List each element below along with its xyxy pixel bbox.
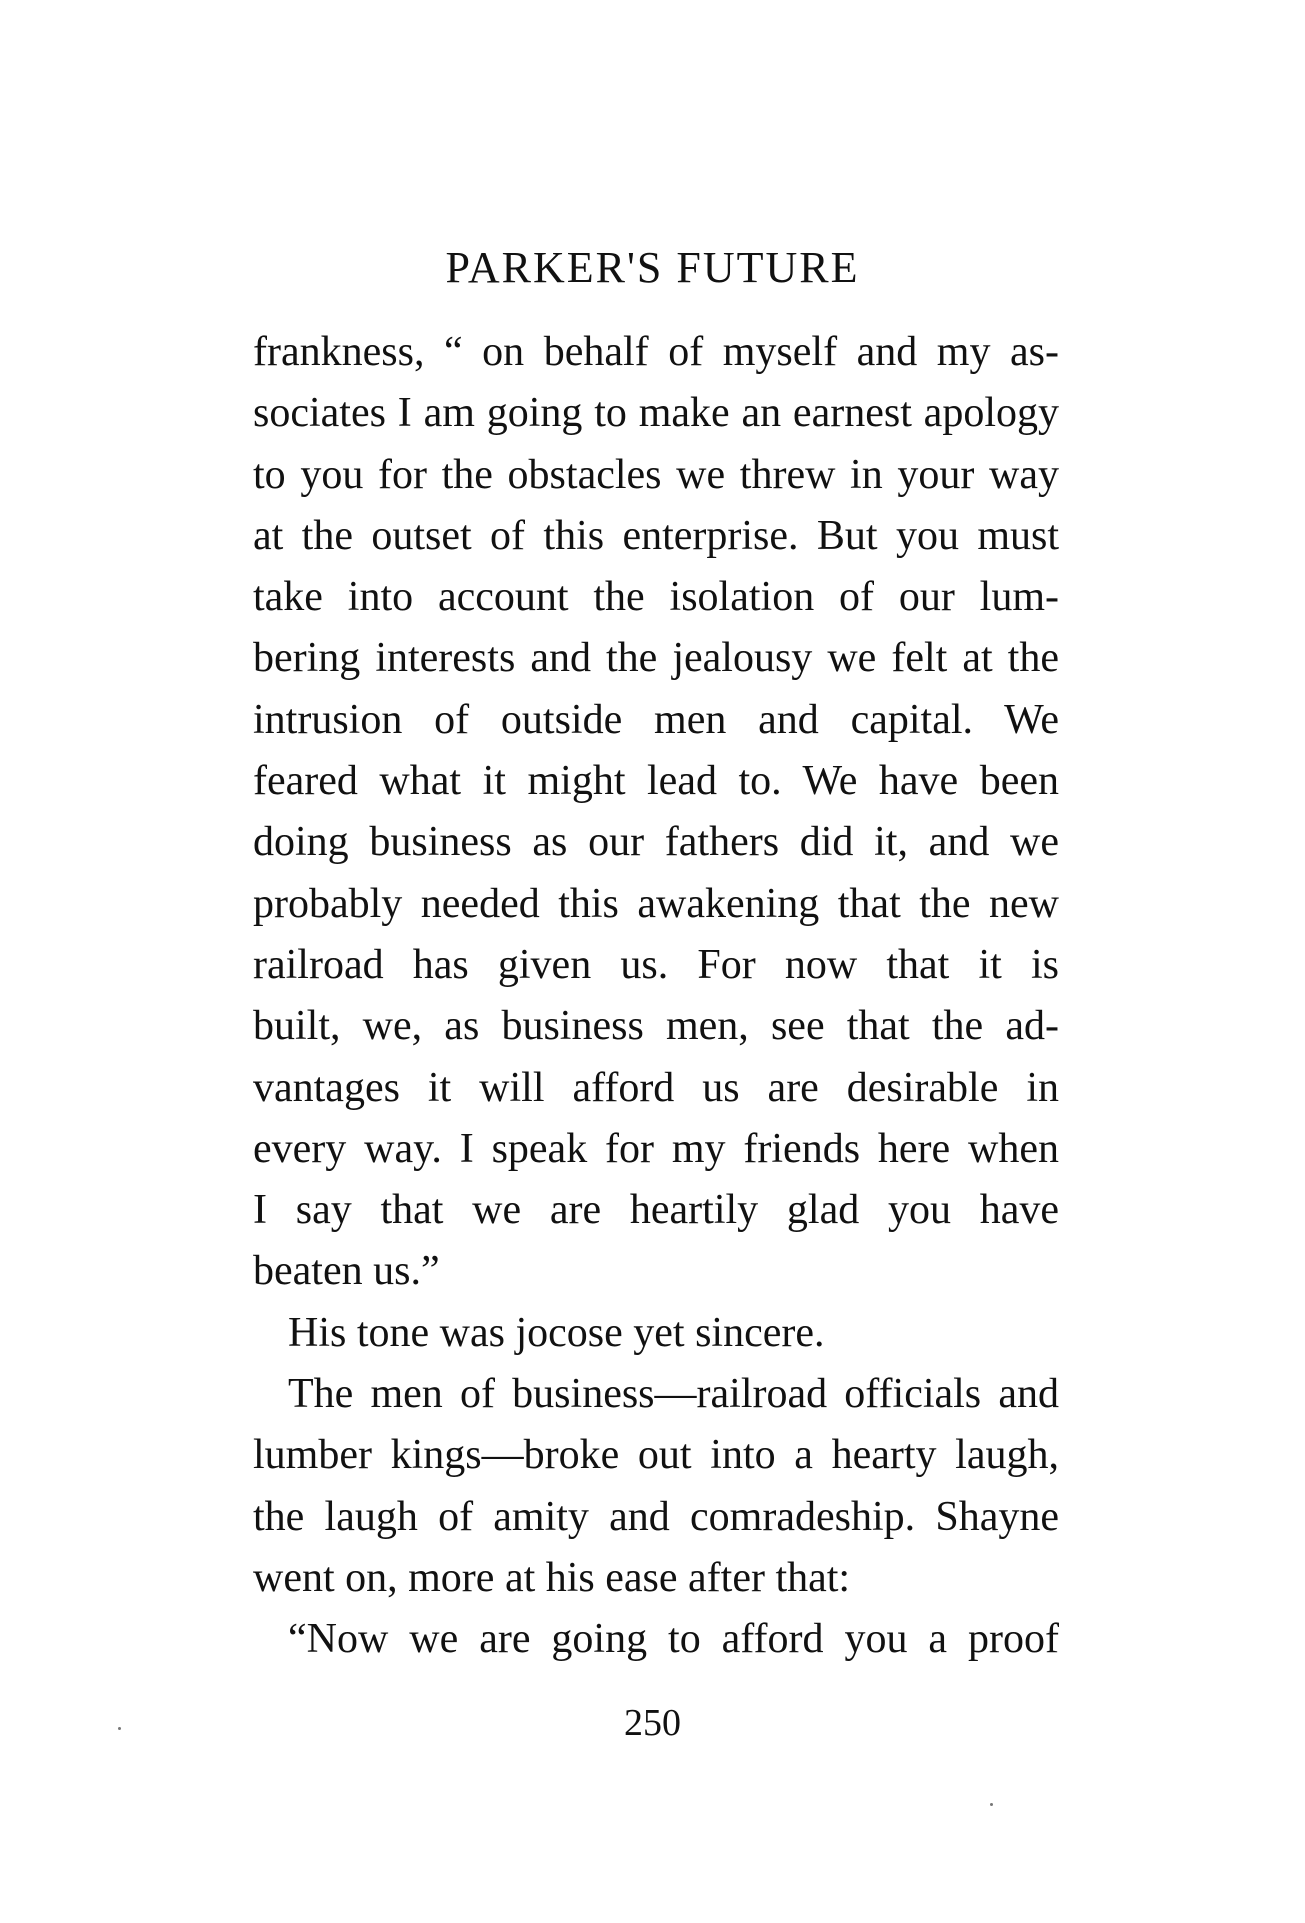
text-line: to you for the obstacles we threw in your way — [253, 451, 1059, 498]
text-line: take into account the isolation of our lum- — [253, 574, 1059, 621]
text-line: bering interests and the jealousy we felt at the — [253, 635, 1059, 682]
text-line: His tone was jocose yet sincere. — [288, 1309, 825, 1356]
text-line: lumber kings—broke out into a hearty laugh, — [253, 1432, 1059, 1479]
text-line: every way. I speak for my friends here when — [253, 1125, 1059, 1172]
text-line: railroad has given us. For now that it is — [253, 941, 1059, 988]
text-line: built, we, as business men, see that the ad- — [253, 1003, 1059, 1050]
text-line: “Now we are going to afford you a proof — [288, 1616, 1059, 1663]
running-head: PARKER'S FUTURE — [445, 243, 860, 292]
scan-speck — [990, 1803, 993, 1806]
text-line: I say that we are heartily glad you have — [253, 1187, 1059, 1234]
text-line: beaten us.” — [253, 1248, 440, 1295]
text-line: probably needed this awakening that the new — [253, 880, 1059, 927]
text-line: The men of business—railroad officials and — [288, 1371, 1059, 1418]
scan-speck — [118, 1727, 121, 1730]
text-line: frankness, “ on behalf of myself and my as- — [253, 329, 1059, 375]
text-line: sociates I am going to make an earnest apology — [253, 390, 1059, 437]
body-text — [253, 322, 1059, 1671]
page-number: 250 — [624, 1702, 681, 1744]
text-line: intrusion of outside men and capital. We — [253, 696, 1059, 743]
text-line: vantages it will afford us are desirable in — [253, 1064, 1059, 1111]
text-line: feared what it might lead to. We have been — [253, 758, 1059, 805]
text-line: doing business as our fathers did it, and we — [253, 819, 1059, 866]
text-line: went on, more at his ease after that: — [253, 1554, 851, 1601]
text-line: at the outset of this enterprise. But you must — [253, 512, 1059, 559]
text-line: the laugh of amity and comradeship. Shayne — [253, 1493, 1059, 1540]
